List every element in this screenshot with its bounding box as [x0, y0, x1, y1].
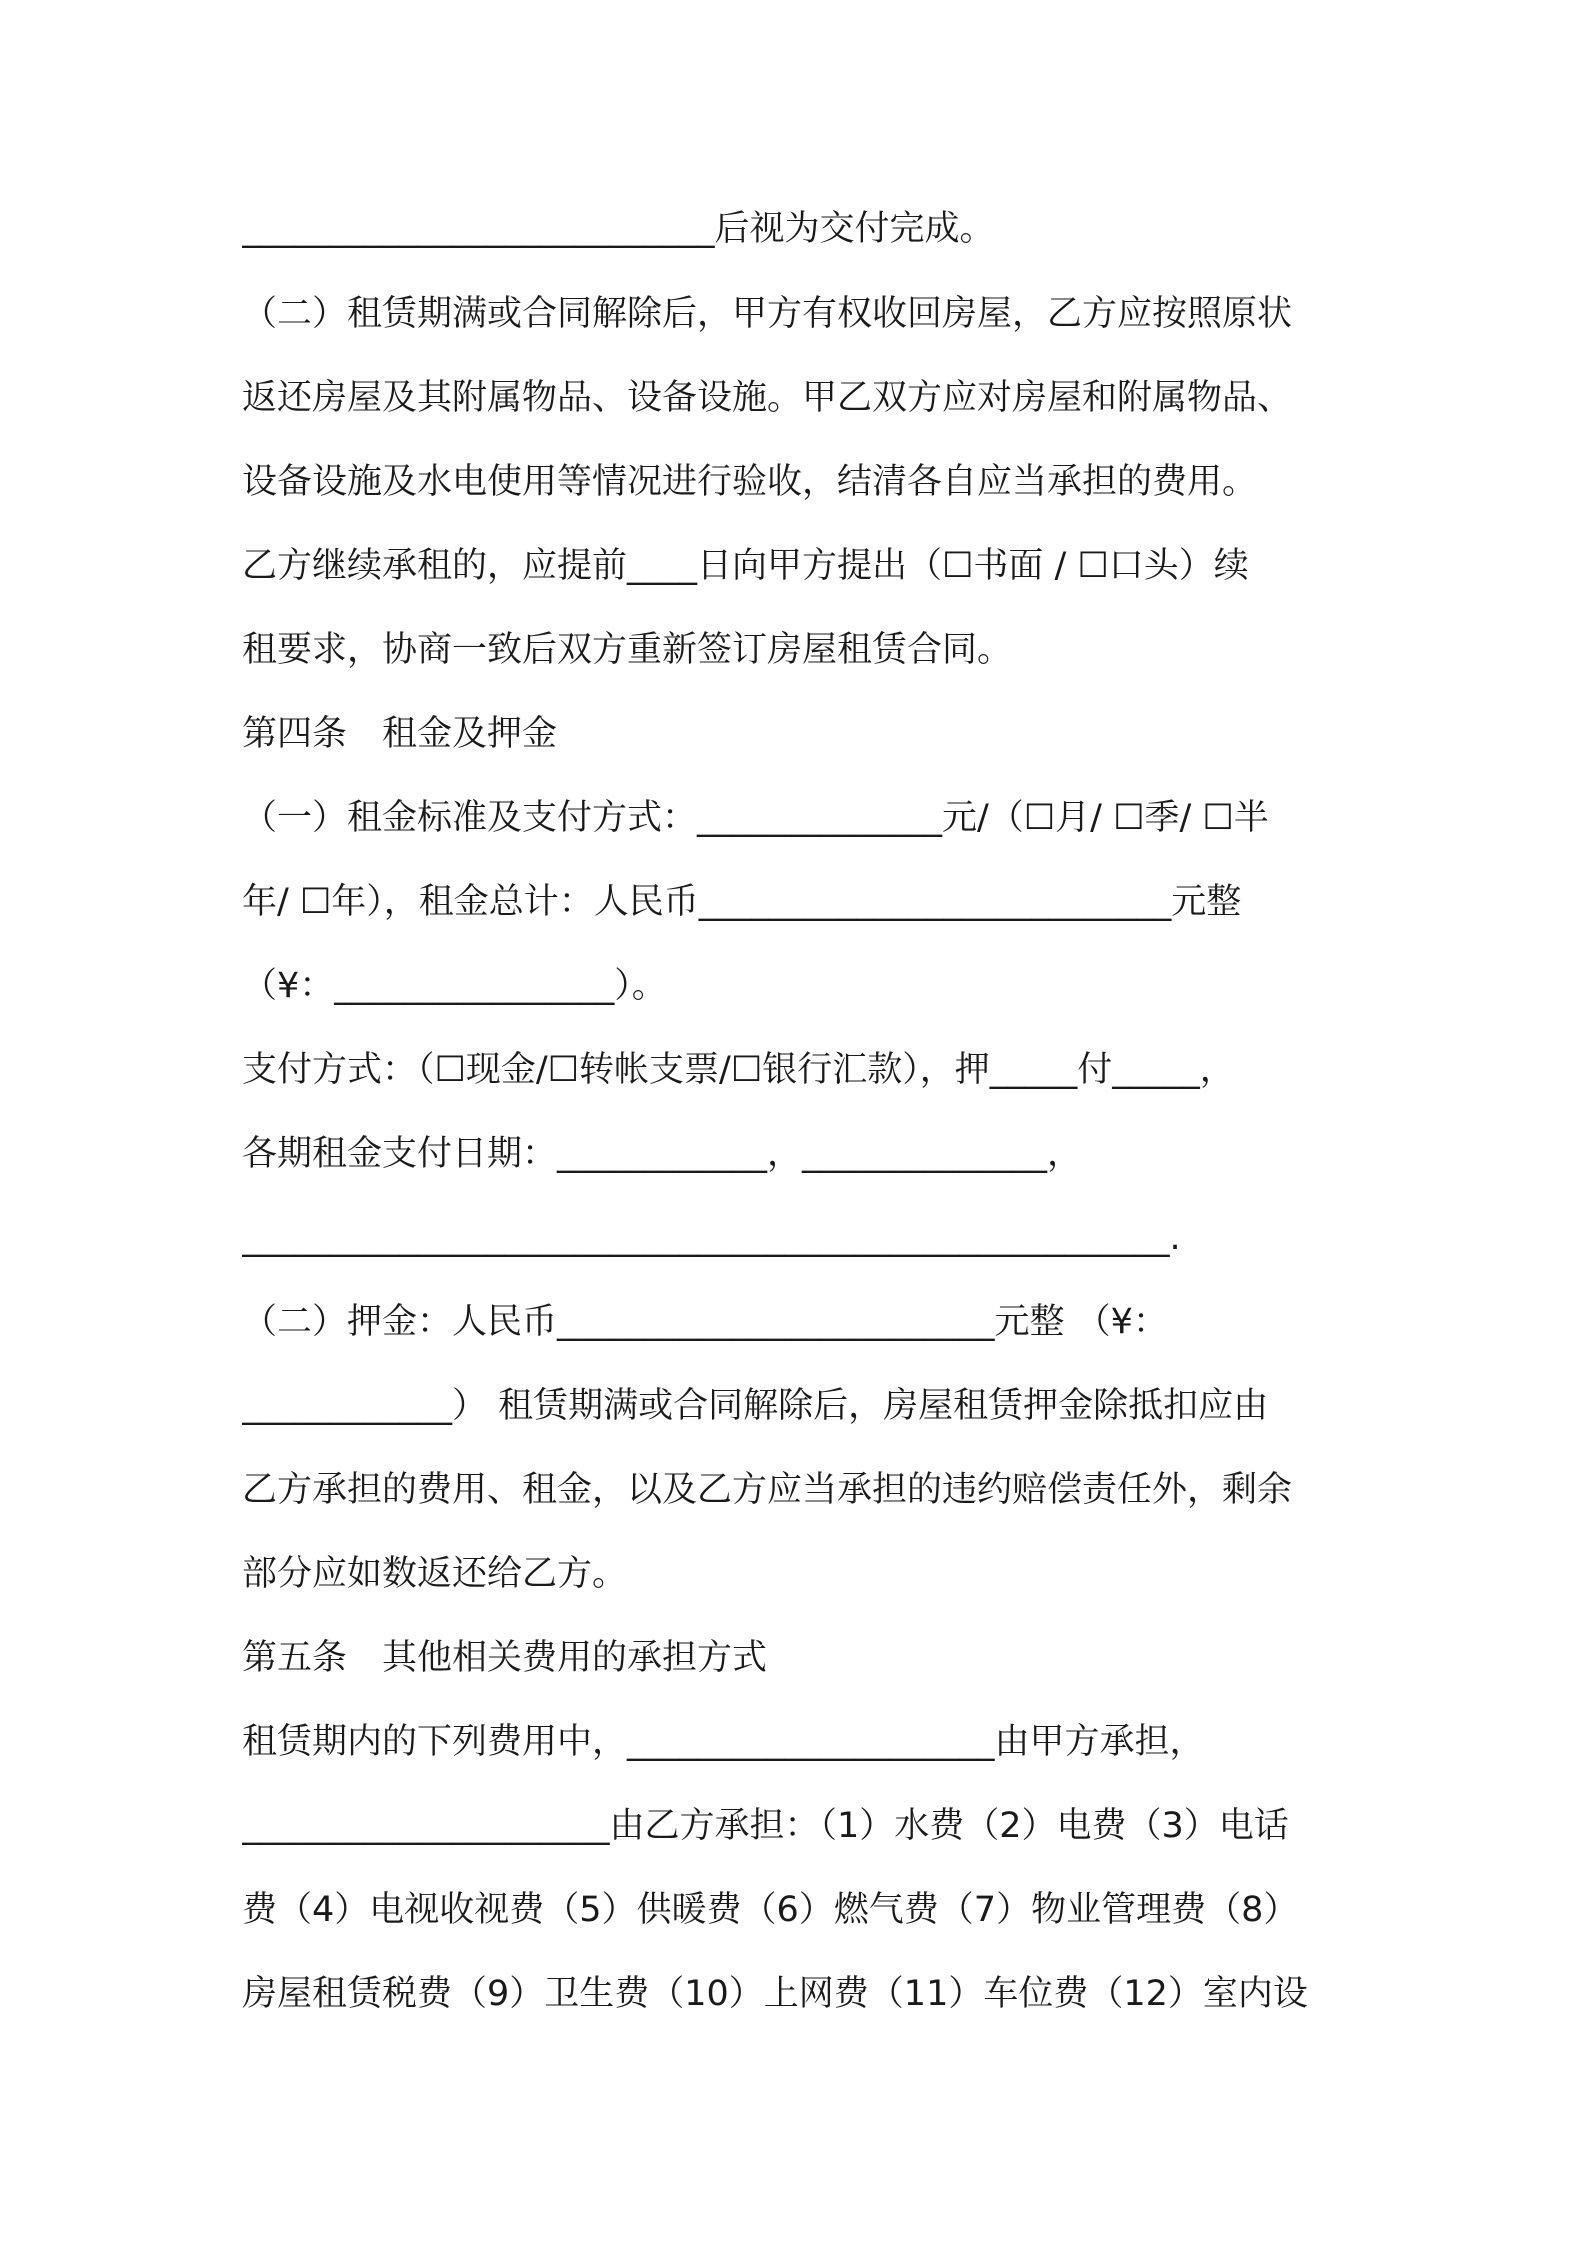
article-heading-4: 第四条 租金及押金 [242, 714, 558, 754]
text-line-9: 年/ ☐年），租金总计：人民币___________________________元整 [242, 882, 1242, 922]
text-line-20: _____________________由乙方承担：（1）水费（2）电费（3）电话 [242, 1806, 1289, 1846]
text-line-22: 房屋租赁税费（9）卫生费（10）上网费（11）车位费（12）室内设 [242, 1974, 1308, 2014]
text-line-21: 费（4）电视收视费（5）供暖费（6）燃气费（7）物业管理费（8） [242, 1890, 1299, 1930]
text-line-3: 返还房屋及其附属物品、设备设施。甲乙双方应对房屋和附属物品、 [242, 378, 1293, 418]
text-line-8: （一）租金标准及支付方式：______________元/（☐月/ ☐季/ ☐半 [242, 798, 1269, 838]
text-line-15: ____________） 租赁期满或合同解除后，房屋租赁押金除抵扣应由 [242, 1386, 1269, 1426]
text-line-5: 乙方继续承租的，应提前____日向甲方提出（☐书面 / ☐口头）续 [242, 546, 1249, 586]
text-line-6: 租要求，协商一致后双方重新签订房屋租赁合同。 [242, 630, 1013, 670]
text-line-10: （¥：________________）。 [242, 966, 667, 1006]
text-line-12: 各期租金支付日期：____________，______________， [242, 1134, 1083, 1174]
text-line-14: （二）押金：人民币_________________________元整 （¥： [242, 1302, 1168, 1342]
text-line-1: ___________________________后视为交付完成。 [242, 209, 995, 249]
text-line-17: 部分应如数返还给乙方。 [242, 1554, 628, 1594]
text-line-13: _____________________________________________________. [242, 1218, 1181, 1258]
text-line-2: （二）租赁期满或合同解除后，甲方有权收回房屋，乙方应按照原状 [242, 294, 1293, 334]
article-heading-5: 第五条 其他相关费用的承担方式 [242, 1638, 768, 1678]
text-line-19: 租赁期内的下列费用中，_____________________由甲方承担， [242, 1722, 1205, 1762]
text-line-11: 支付方式：（☐现金/☐转帐支票/☐银行汇款），押_____付_____， [242, 1050, 1235, 1090]
text-line-4: 设备设施及水电使用等情况进行验收，结清各自应当承担的费用。 [242, 462, 1258, 502]
text-line-16: 乙方承担的费用、租金，以及乙方应当承担的违约赔偿责任外，剩余 [242, 1470, 1293, 1510]
